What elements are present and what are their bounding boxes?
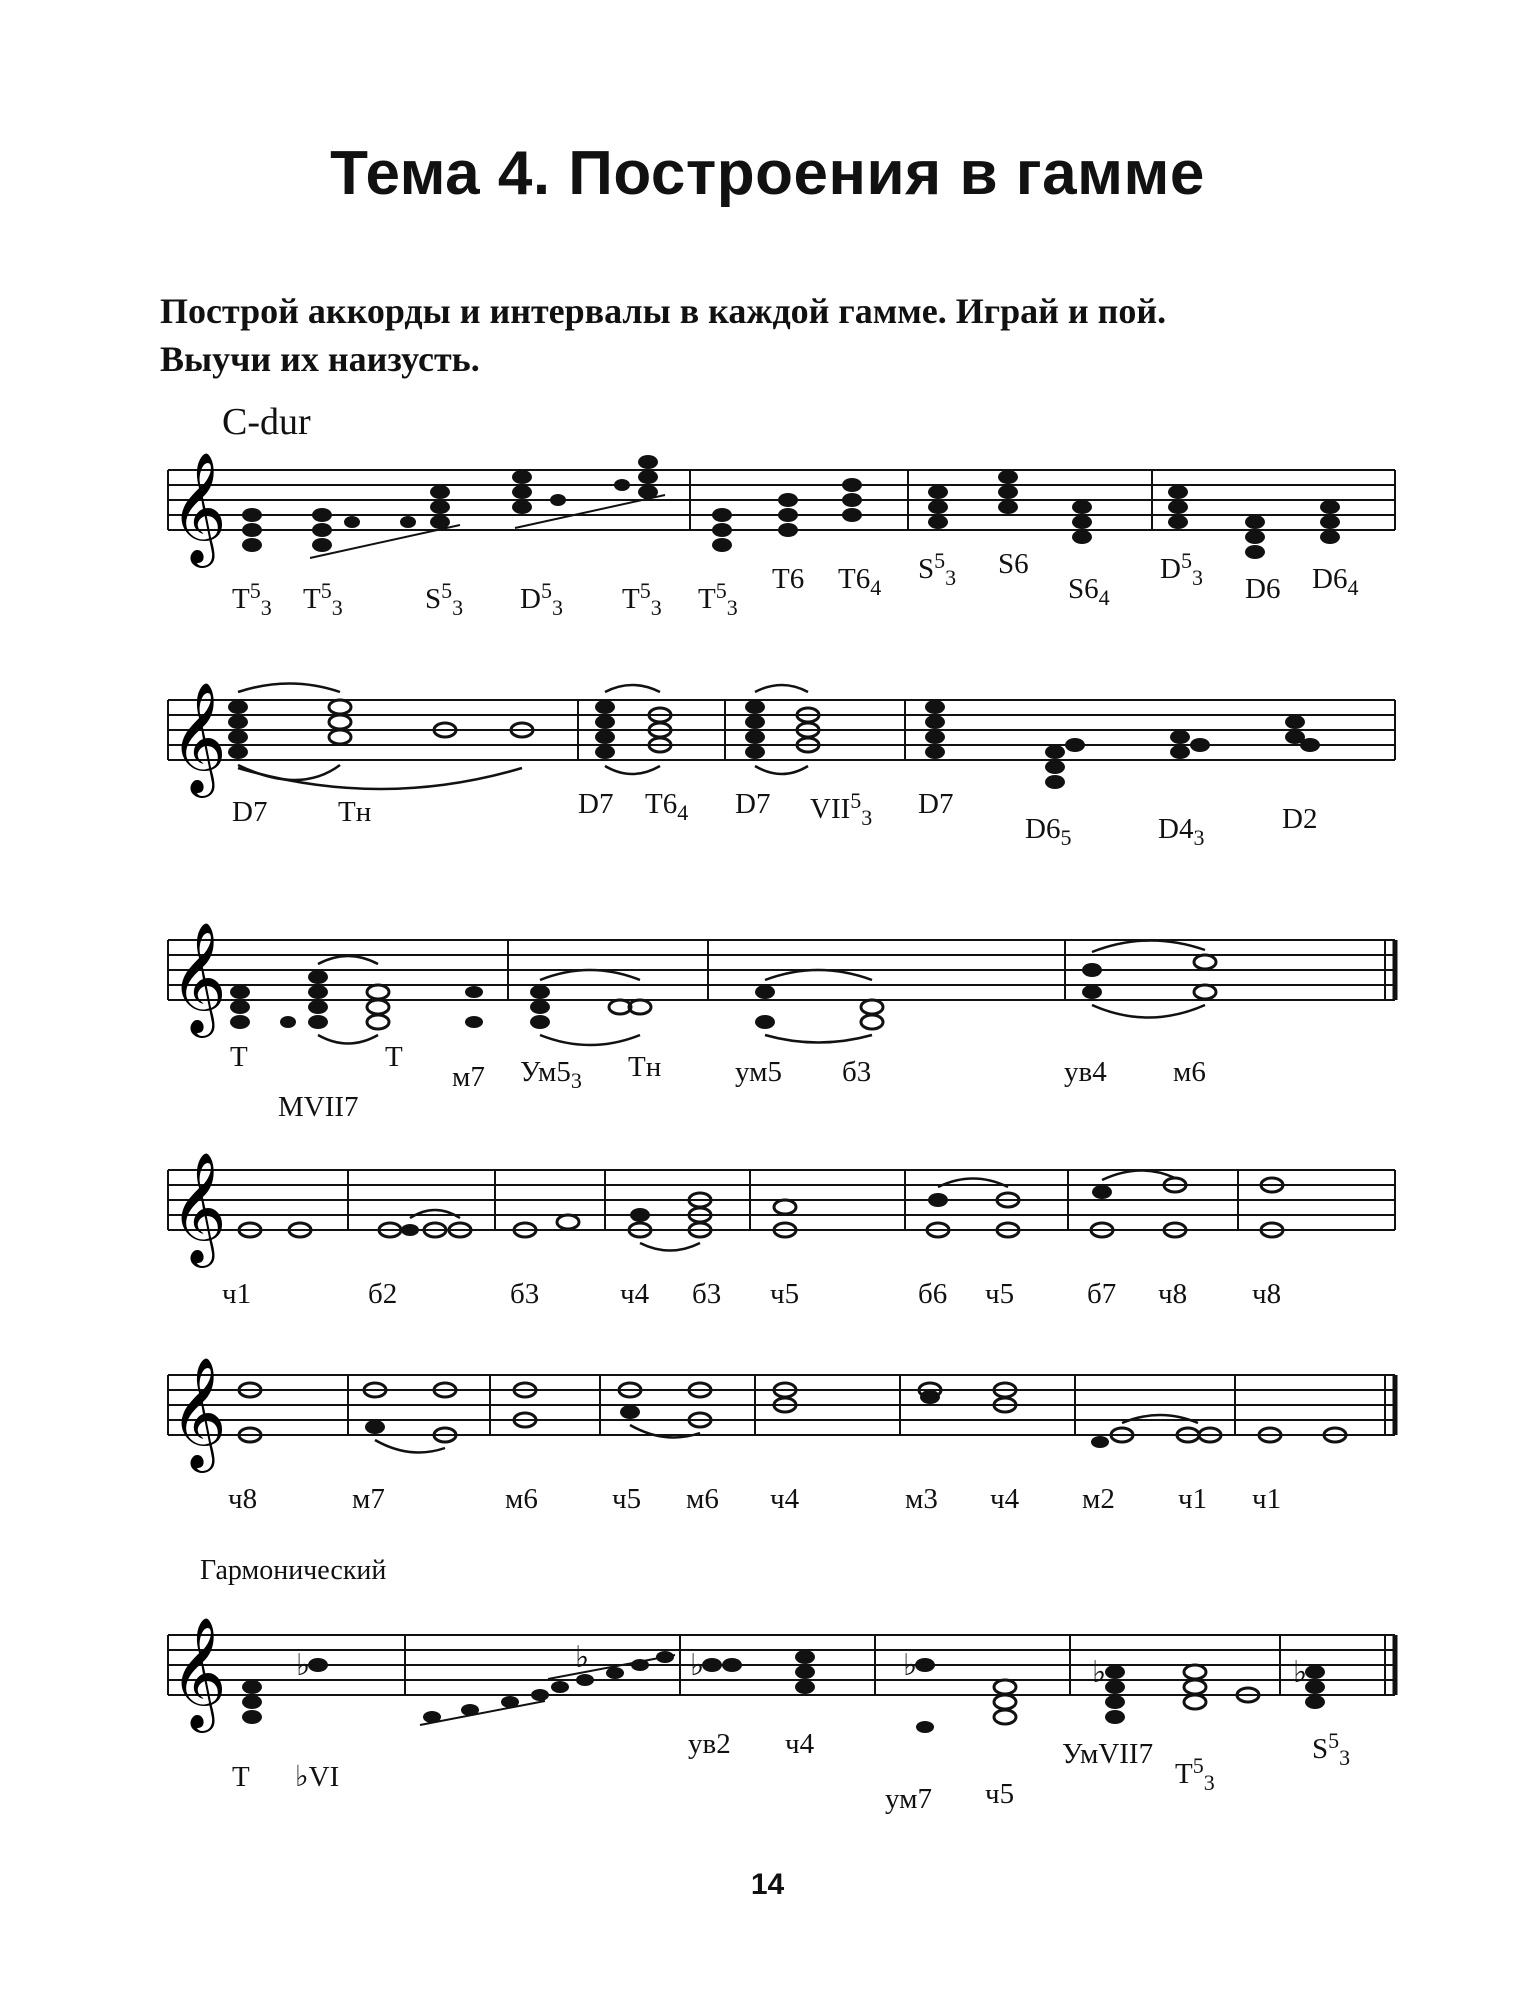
chord-label: MVII7 <box>278 1091 359 1123</box>
page-title: Тема 4. Построения в гамме <box>330 139 1205 208</box>
chord-label: ч1 <box>1252 1483 1282 1515</box>
chord-label: ч8 <box>228 1483 258 1515</box>
svg-text:♭: ♭ <box>575 1640 590 1675</box>
chord-label: б7 <box>1087 1278 1117 1310</box>
chord-label: ув4 <box>1064 1056 1107 1088</box>
chord-label: $T^5_3$ <box>232 578 272 620</box>
treble-clef-icon: 𝄞 <box>170 1151 227 1263</box>
chord-label: ч4 <box>990 1483 1020 1515</box>
treble-clef-icon: 𝄞 <box>170 1356 227 1468</box>
chord-label: Тн <box>338 796 372 828</box>
chord-label: м6 <box>505 1483 538 1515</box>
chord-label: D6 <box>1245 573 1281 605</box>
treble-clef-icon: 𝄞 <box>170 1616 227 1728</box>
chord-label: $S6_4$ <box>1068 573 1110 610</box>
chord-label: Тн <box>628 1051 662 1083</box>
svg-text:♭: ♭ <box>296 1648 311 1683</box>
instruction-line-1: Построй аккорды и интервалы в каждой гамме. Играй и пой. <box>160 291 1167 331</box>
svg-text:♭: ♭ <box>1293 1655 1308 1690</box>
chord-label: ч5 <box>770 1278 800 1310</box>
chord-label: м2 <box>1082 1483 1115 1515</box>
chord-label: ч8 <box>1158 1278 1188 1310</box>
section-label: Гармонический <box>200 1555 387 1586</box>
staff-4 <box>0 1140 1535 1270</box>
chord-label: $D6_4$ <box>1312 563 1359 600</box>
chord-label: D7 <box>232 796 268 828</box>
chord-label: $S^5_3$ <box>425 578 464 620</box>
chord-label: б2 <box>368 1278 398 1310</box>
chord-label: $T^5_3$ <box>698 578 738 620</box>
chord-label: ч5 <box>985 1778 1015 1810</box>
chord-label: $D^5_3$ <box>1160 548 1203 590</box>
chord-label: S6 <box>998 548 1029 580</box>
chord-label: м7 <box>452 1061 485 1093</box>
instruction-line-2: Выучи их наизусть. <box>160 339 480 379</box>
key-label: C-dur <box>222 401 311 443</box>
treble-clef-icon: 𝄞 <box>170 451 227 563</box>
chord-label: ч5 <box>985 1278 1015 1310</box>
chord-label: УмVII7 <box>1062 1738 1154 1770</box>
chord-label: T <box>385 1041 403 1073</box>
chord-label: T6 <box>772 563 805 595</box>
staff-5 <box>0 1345 1535 1475</box>
chord-label: м6 <box>686 1483 719 1515</box>
staff-1 <box>0 440 1535 590</box>
staff-6 <box>0 1595 1535 1745</box>
chord-label: $D6_5$ <box>1025 813 1072 850</box>
chord-label: ум7 <box>885 1783 932 1815</box>
chord-label: б3 <box>842 1056 872 1088</box>
chord-label: T <box>232 1761 250 1793</box>
staff-3 <box>0 900 1535 1060</box>
chord-label: ув2 <box>688 1728 731 1760</box>
chord-label: T <box>230 1041 248 1073</box>
chord-label: $T^5_3$ <box>622 578 662 620</box>
svg-text:♭: ♭ <box>903 1648 918 1683</box>
chord-label: $Ум5_3$ <box>520 1056 582 1093</box>
treble-clef-icon: 𝄞 <box>170 921 227 1033</box>
chord-label: ч4 <box>620 1278 650 1310</box>
chord-label: $D^5_3$ <box>520 578 563 620</box>
chord-label: D7 <box>578 788 614 820</box>
chord-label: м7 <box>352 1483 385 1515</box>
treble-clef-icon: 𝄞 <box>170 681 227 793</box>
chord-label: ум5 <box>735 1056 782 1088</box>
chord-label: м3 <box>905 1483 938 1515</box>
svg-text:♭: ♭ <box>1092 1655 1107 1690</box>
chord-label: ч1 <box>1178 1483 1208 1515</box>
chord-label: $T6_4$ <box>838 563 882 600</box>
chord-label: $S^5_3$ <box>918 548 957 590</box>
chord-label: $T^5_3$ <box>303 578 343 620</box>
chord-label: м6 <box>1173 1056 1206 1088</box>
chord-label: $VII^5_3$ <box>810 788 873 830</box>
chord-label: ч4 <box>770 1483 800 1515</box>
chord-label: D7 <box>735 788 771 820</box>
svg-text:♭: ♭ <box>690 1648 705 1683</box>
chord-label: D7 <box>918 788 954 820</box>
chord-label: ч8 <box>1252 1278 1282 1310</box>
chord-label: $D4_3$ <box>1158 813 1205 850</box>
chord-label: D2 <box>1282 803 1318 835</box>
chord-label: ч5 <box>612 1483 642 1515</box>
page-number: 14 <box>750 1868 785 1901</box>
chord-label: ♭VI <box>295 1761 340 1793</box>
chord-label: ч4 <box>785 1728 815 1760</box>
chord-label: $T6_4$ <box>645 788 689 825</box>
chord-label: ч1 <box>222 1278 252 1310</box>
chord-label: б6 <box>918 1278 948 1310</box>
chord-label: $S^5_3$ <box>1312 1728 1351 1770</box>
chord-label: б3 <box>510 1278 540 1310</box>
chord-label: $T^5_3$ <box>1175 1753 1215 1795</box>
chord-label: б3 <box>692 1278 722 1310</box>
staff-2 <box>0 670 1535 830</box>
